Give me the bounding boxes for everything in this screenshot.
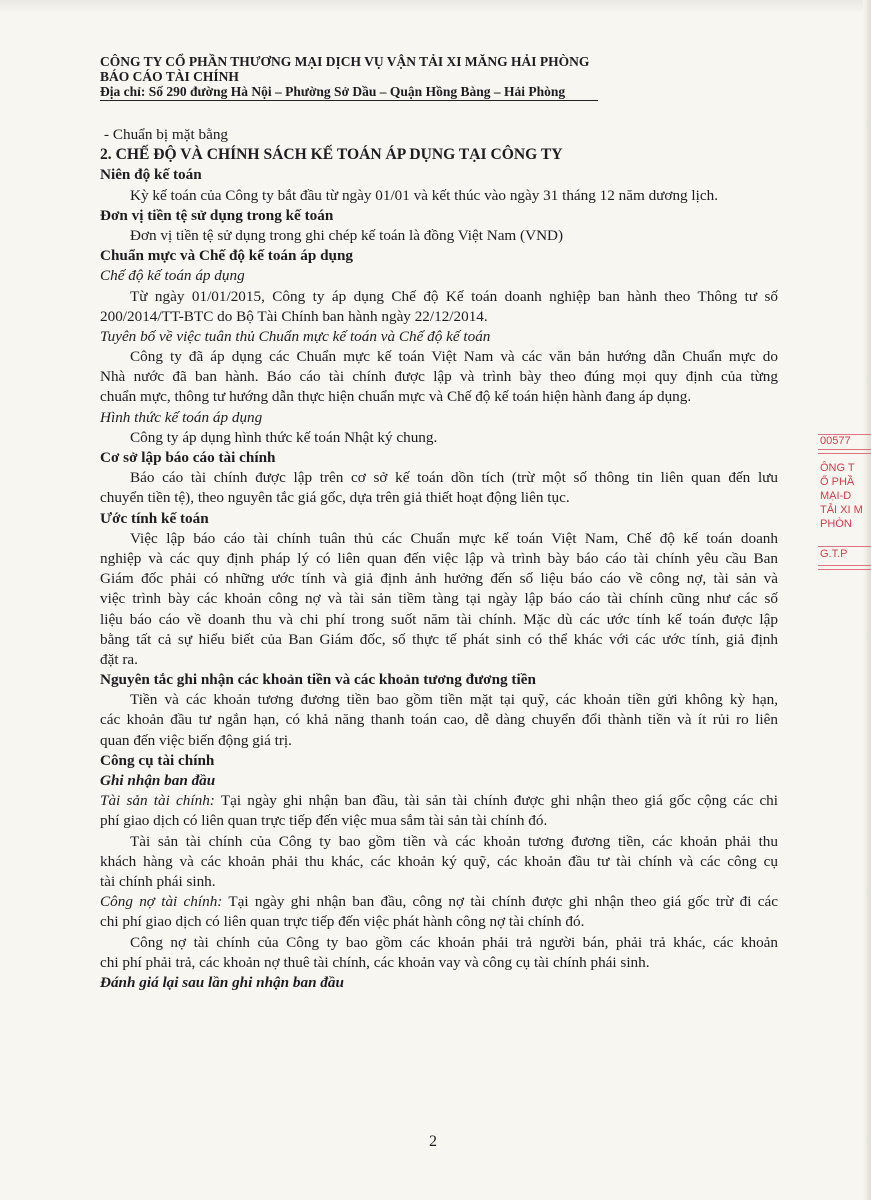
paragraph-line: đặt ra.: [100, 650, 138, 668]
paragraph-line: chuyển tiền tệ), theo nguyên tắc giá gốc, dựa trên giả thiết hoạt động liên tục.: [100, 489, 570, 507]
bold-italic-subheading: Đánh giá lại sau lần ghi nhận ban đầu: [100, 973, 344, 991]
paragraph-line: Công nợ tài chính: Tại ngày ghi nhận ban đầu, công nợ tài chính được ghi nhận theo giá gốc trừ đi các: [100, 893, 778, 911]
paragraph-line: phí giao dịch có liên quan trực tiếp đến việc mua sắm tài sản tài chính đó.: [100, 812, 548, 830]
paragraph-line: Công ty áp dụng hình thức kế toán Nhật ký chung.: [130, 428, 438, 446]
paragraph-line: nghiệp và các quy định pháp lý có liên quan đến việc lập và trình bày báo cáo tài chính yêu cầu Ban: [100, 549, 778, 567]
italic-subheading: Hình thức kế toán áp dụng: [100, 408, 263, 426]
bullet-item: - Chuẩn bị mặt bằng: [104, 126, 229, 143]
subheading-estimates: Ước tính kế toán: [100, 509, 209, 527]
company-stamp-fragment: 00577 ÔNG T Ổ PHẦ MẠI-D TẢI XI M PHÒN G.T.P: [818, 432, 871, 604]
paragraph-line: 200/2014/TT-BTC do Bộ Tài Chính ban hành ngày 22/12/2014.: [100, 307, 488, 325]
company-name: CÔNG TY CỔ PHẦN THƯƠNG MẠI DỊCH VỤ VẬN TẢI XI MĂNG HẢI PHÒNG: [100, 54, 590, 69]
subheading-basis: Cơ sở lập báo cáo tài chính: [100, 449, 276, 466]
paragraph-line: các khoản đầu tư ngắn hạn, có khả năng thanh toán cao, dễ dàng chuyển đổi thành tiền và ít rủi ro liên: [100, 711, 778, 729]
paragraph-line: Tiền và các khoản tương đương tiền bao gồm tiền mặt tại quỹ, các khoản tiền gửi không kỳ hạn,: [130, 691, 778, 709]
paragraph-line: Nhà nước đã ban hành. Báo cáo tài chính được lập và trình bày theo đúng mọi quy định của từng: [100, 368, 778, 386]
paragraph-line: Công nợ tài chính của Công ty bao gồm các khoản phải trả người bán, phải trả khác, các khoản: [130, 933, 778, 951]
inline-term: Tài sản tài chính:: [100, 792, 215, 810]
italic-subheading: Tuyên bố về việc tuân thủ Chuẩn mực kế toán và Chế độ kế toán: [100, 327, 491, 345]
paragraph-line: khách hàng và các khoản phải thu khác, các khoản ký quỹ, các khoản đầu tư tài chính và các công cụ: [100, 852, 778, 870]
subheading-fiscal-year: Niên độ kế toán: [100, 166, 202, 184]
paragraph-line: Báo cáo tài chính được lập trên cơ sở kế toán dồn tích (trừ một số thông tin liên quan đến lưu: [130, 469, 778, 487]
subheading-financial-instruments: Công cụ tài chính: [100, 751, 215, 769]
paragraph-line: Tài sản tài chính: Tại ngày ghi nhận ban đầu, tài sản tài chính được ghi nhận theo giá gốc cộng các chi: [100, 792, 778, 810]
paragraph-line: Công ty đã áp dụng các Chuẩn mực kế toán Việt Nam và các văn bản hướng dẫn Chuẩn mực do: [130, 348, 778, 366]
paragraph-line: quan đến việc biến động giá trị.: [100, 731, 292, 749]
company-address: Địa chỉ: Số 290 đường Hà Nội – Phường Sở Dầu – Quận Hồng Bàng – Hải Phòng: [100, 84, 598, 101]
paragraph-line: Kỳ kế toán của Công ty bắt đầu từ ngày 01/01 và kết thúc vào ngày 31 tháng 12 năm dương lịch.: [130, 186, 718, 204]
italic-subheading: Chế độ kế toán áp dụng: [100, 267, 245, 285]
inline-term: Công nợ tài chính:: [100, 893, 223, 911]
paragraph-line: Từ ngày 01/01/2015, Công ty áp dụng Chế độ Kế toán doanh nghiệp ban hành theo Thông tư số: [130, 287, 778, 305]
bold-italic-subheading: Ghi nhận ban đầu: [100, 772, 216, 789]
paragraph-line: liệu báo cáo về doanh thu và chi phí trong suốt năm tài chính. Mặc dù các ước tính kế toán được lập: [100, 610, 778, 628]
subheading-currency: Đơn vị tiền tệ sử dụng trong kế toán: [100, 206, 334, 224]
subheading-standards: Chuẩn mực và Chế độ kế toán áp dụng: [100, 247, 354, 265]
paragraph-line: Việc lập báo cáo tài chính tuân thủ các Chuẩn mực kế toán Việt Nam, Chế độ kế toán doanh: [130, 529, 778, 547]
scan-top-edge: [0, 0, 871, 14]
document-body: [100, 125, 778, 993]
page-number: 2: [429, 1133, 437, 1150]
page-header: [100, 54, 700, 101]
paragraph-line: bằng tất cả sự hiểu biết của Ban Giám đốc, số thực tế phát sinh có thể khác với các ước tính, giả định: [100, 630, 778, 648]
paragraph-line: Giám đốc phải có những ước tính và giả định ảnh hưởng đến số liệu báo cáo về công nợ, tài sản và: [100, 570, 778, 588]
paragraph-line: việc trình bày các khoản công nợ và tài sản tiềm tàng tại ngày lập báo cáo tài chính cũng như các số: [100, 590, 778, 608]
paragraph-line: Đơn vị tiền tệ sử dụng trong ghi chép kế toán là đồng Việt Nam (VND): [130, 226, 564, 244]
paragraph-line: chi phí phải trả, các khoản nợ thuê tài chính, các khoản vay và công cụ tài chính phái sinh.: [100, 953, 650, 971]
paragraph-line: tài chính phái sinh.: [100, 872, 216, 890]
stamp-code: 00577: [820, 435, 851, 447]
subheading-cash: Nguyên tắc ghi nhận các khoản tiền và các khoản tương đương tiền: [100, 671, 536, 689]
section-heading: 2. CHẾ ĐỘ VÀ CHÍNH SÁCH KẾ TOÁN ÁP DỤNG TẠI CÔNG TY: [100, 146, 563, 164]
paragraph-line: chi phí giao dịch có liên quan trực tiếp đến việc phát hành công nợ tài chính đó.: [100, 913, 585, 931]
report-title: BÁO CÁO TÀI CHÍNH: [100, 69, 239, 84]
paragraph-line: Tài sản tài chính của Công ty bao gồm tiền và các khoản tương đương tiền, các khoản phải thu: [130, 832, 778, 850]
paragraph-line: chuẩn mực, thông tư hướng dẫn thực hiện chuẩn mực và Chế độ kế toán hiện hành đang áp dụng.: [100, 388, 692, 406]
